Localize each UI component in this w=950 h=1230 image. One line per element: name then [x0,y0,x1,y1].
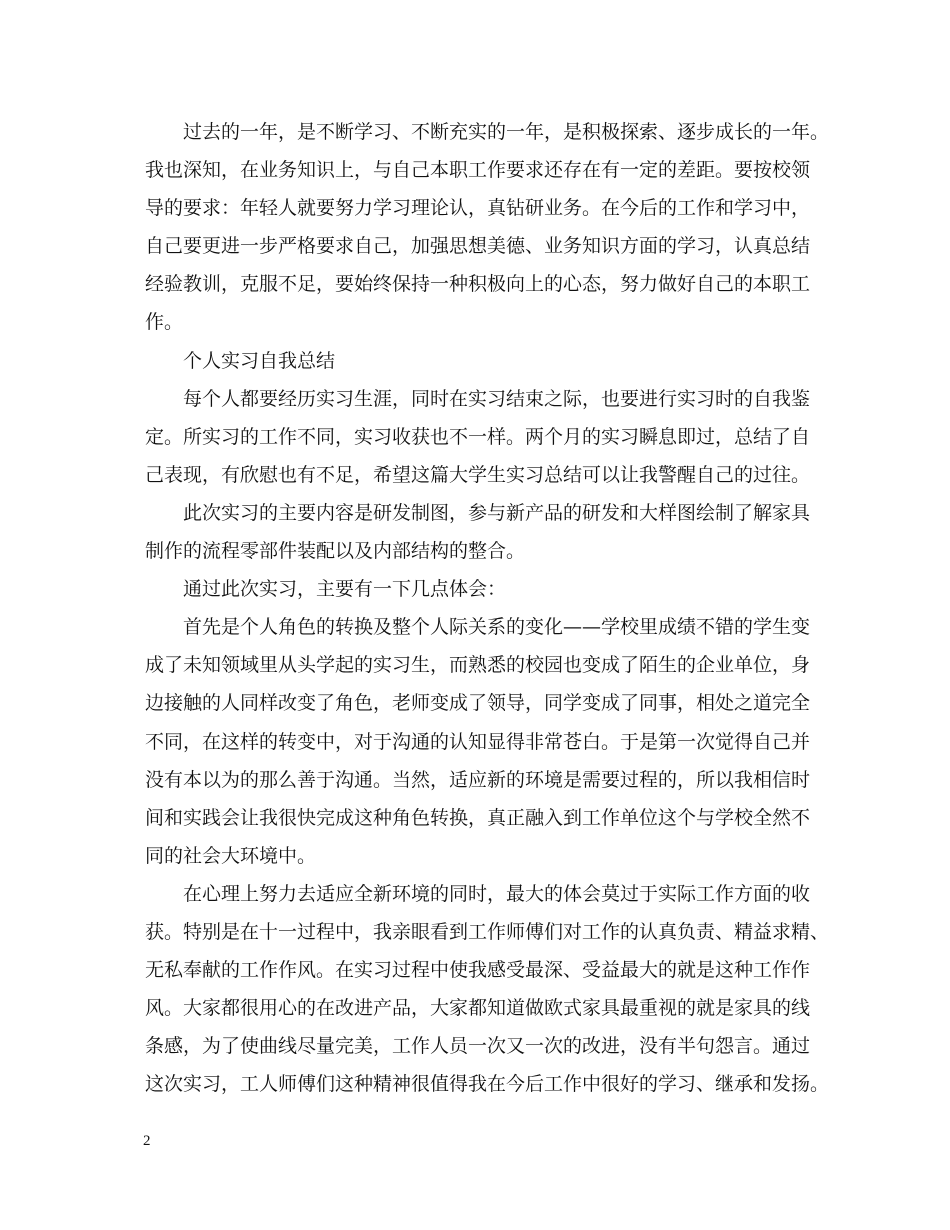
text-line: 成了未知领域里从头学起的实习生，而熟悉的校园也变成了陌生的企业单位，身 [145,654,811,677]
text-line: 没有本以为的那么善于沟通。当然，适应新的环境是需要过程的，所以我相信时 [145,768,811,791]
text-line: 经验教训，克服不足，要始终保持一种积极向上的心态，努力做好自己的本职工 [145,273,811,296]
text-line: 同的社会大环境中。 [145,844,317,867]
body-text [145,113,830,1103]
text-line: 通过此次实习，主要有一下几点体会： [183,578,507,601]
text-line: 这次实习，工人师傅们这种精神很值得我在今后工作中很好的学习、继承和发扬。 [145,1073,830,1096]
text-line: 作。 [145,311,184,334]
text-line: 定。所实习的工作不同，实习收获也不一样。两个月的实习瞬息即过，总结了自 [145,425,811,448]
text-line: 每个人都要经历实习生涯，同时在实习结束之际，也要进行实习时的自我鉴 [183,387,811,410]
text-line: 过去的一年，是不断学习、不断充实的一年，是积极探索、逐步成长的一年。 [183,121,830,143]
text-line: 不同，在这样的转变中，对于沟通的认知显得非常苍白。于是第一次觉得自己并 [145,730,811,753]
text-line: 边接触的人同样改变了角色，老师变成了领导，同学变成了同事，相处之道完全 [145,692,811,715]
text-line: 导的要求：年轻人就要努力学习理论认，真钻研业务。在今后的工作和学习中， [145,197,811,220]
text-line: 己表现，有欣慰也有不足，希望这篇大学生实习总结可以让我警醒自己的过往。 [145,463,811,486]
text-line: 此次实习的主要内容是研发制图，参与新产品的研发和大样图绘制了解家具 [183,501,811,524]
section-heading: 个人实习自我总结 [183,349,336,372]
text-line: 无私奉献的工作作风。在实习过程中使我感受最深、受益最大的就是这种工作作 [145,959,811,982]
text-line: 风。大家都很用心的在改进产品，大家都知道做欧式家具最重视的就是家具的线 [145,997,811,1020]
text-line: 条感，为了使曲线尽量完美，工作人员一次又一次的改进，没有半句怨言。通过 [145,1035,811,1058]
page-number: 2 [143,1133,151,1149]
text-line: 自己要更进一步严格要求自己，加强思想美德、业务知识方面的学习，认真总结 [145,235,811,258]
text-line: 我也深知，在业务知识上，与自己本职工作要求还存在有一定的差距。要按校领 [145,159,811,182]
text-line: 制作的流程零部件装配以及内部结构的整合。 [145,540,526,563]
text-line: 首先是个人角色的转换及整个人际关系的变化——学校里成绩不错的学生变 [183,616,811,639]
text-line: 获。特别是在十一过程中，我亲眼看到工作师傅们对工作的认真负责、精益求精、 [145,920,830,943]
text-line: 在心理上努力去适应全新环境的同时，最大的体会莫过于实际工作方面的收 [183,882,811,905]
text-line: 间和实践会让我很快完成这种角色转换，真正融入到工作单位这个与学校全然不 [145,806,811,829]
